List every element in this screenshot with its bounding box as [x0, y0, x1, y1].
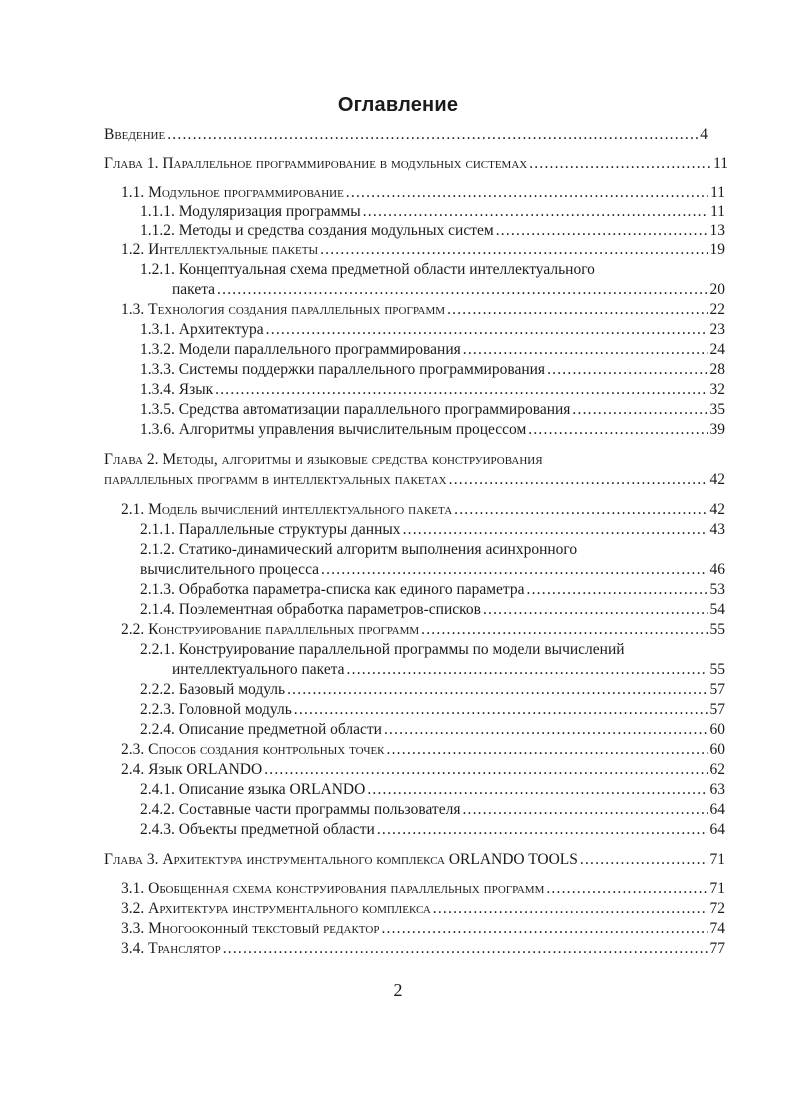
- toc-entry-page: 71: [709, 851, 725, 868]
- toc-entry-1-3-6[interactable]: [140, 420, 725, 439]
- toc-leader-dots: [377, 820, 708, 839]
- toc-entry-3-1[interactable]: [121, 879, 725, 898]
- toc-entry-label: 2.2.2. Базовый модуль: [140, 681, 286, 698]
- toc-entry-page: 62: [709, 761, 725, 778]
- toc-entry-page: 53: [709, 581, 725, 598]
- toc-entry-page: 22: [709, 301, 725, 318]
- toc-entry-1-1-1[interactable]: [140, 202, 725, 221]
- toc-entry-label: 2.2.3. Головной модуль: [140, 701, 292, 718]
- toc-entry-page: 71: [709, 880, 725, 897]
- toc-entry-page: 42: [709, 501, 725, 518]
- toc-entry-3-2[interactable]: [121, 899, 725, 918]
- toc-leader-dots: [421, 620, 707, 639]
- toc-entry-chapter-2[interactable]: [104, 470, 725, 489]
- toc-entry-2-1-4[interactable]: [140, 600, 725, 619]
- toc-entry-chapter-2-line1[interactable]: Глава 2. Методы, алгоритмы и языковые средства конструирования: [104, 451, 543, 468]
- toc-entry-3-3[interactable]: [121, 919, 725, 938]
- toc-entry-label: 2.2. Конструирование параллельных программ: [121, 621, 420, 638]
- toc-entry-2-4-3[interactable]: [140, 820, 725, 839]
- toc-entry-2-2-4[interactable]: [140, 720, 725, 739]
- toc-leader-dots: [367, 780, 707, 799]
- toc-entry-page: 63: [709, 781, 725, 798]
- toc-entry-chapter-3[interactable]: [104, 850, 725, 869]
- toc-entry-label: 2.3. Способ создания контрольных точек: [121, 741, 385, 758]
- toc-entry-page: 74: [709, 920, 725, 937]
- toc-entry-1-3-4[interactable]: [140, 380, 725, 399]
- page-number: 2: [393, 980, 403, 1000]
- toc-entry-3-4[interactable]: [121, 939, 725, 958]
- toc-leader-dots: [384, 720, 708, 739]
- toc-leader-dots: [266, 320, 708, 339]
- toc-leader-dots: [217, 280, 707, 299]
- toc-entry-label: 2.4.3. Объекты предметной области: [140, 821, 375, 838]
- toc-leader-dots: [321, 560, 707, 579]
- toc-entry-label: 2.1.4. Поэлементная обработка параметров-списков: [140, 601, 481, 618]
- toc-leader-dots: [572, 400, 707, 419]
- toc-entry-page: 57: [709, 681, 725, 698]
- toc-entry-page: 32: [709, 381, 725, 398]
- toc-entry-label: 2.4.1. Описание языка ORLANDO: [140, 781, 366, 798]
- toc-leader-dots: [546, 879, 707, 898]
- toc-entry-1-2-1[interactable]: [172, 280, 725, 299]
- toc-entry-page: 11: [710, 184, 725, 201]
- toc-entry-label: 2.2.4. Описание предметной области: [140, 721, 382, 738]
- toc-leader-dots: [527, 580, 708, 599]
- toc-entry-2-2-1-line1[interactable]: 2.2.1. Конструирование параллельной программы по модели вычислений: [140, 641, 625, 658]
- toc-leader-dots: [547, 360, 707, 379]
- toc-entry-label: Введение: [104, 126, 166, 143]
- toc-leader-dots: [462, 800, 707, 819]
- toc-leader-dots: [347, 660, 708, 679]
- toc-entry-page: 55: [709, 621, 725, 638]
- toc-leader-dots: [223, 939, 708, 958]
- toc-entry-label: 1.3.4. Язык: [140, 381, 214, 398]
- toc-leader-dots: [167, 125, 698, 144]
- toc-entry-chapter-1[interactable]: [104, 154, 728, 173]
- toc-leader-dots: [320, 240, 707, 259]
- toc-entry-page: 43: [709, 521, 725, 538]
- toc-entry-1-3[interactable]: [121, 300, 725, 319]
- toc-leader-dots: [447, 300, 707, 319]
- toc-entry-introduction[interactable]: [104, 125, 708, 144]
- toc-entry-page: 64: [709, 821, 725, 838]
- toc-leader-dots: [387, 740, 708, 759]
- toc-entry-2-2-1[interactable]: [172, 660, 725, 679]
- toc-entry-page: 39: [709, 421, 725, 438]
- toc-entry-page: 55: [709, 661, 725, 678]
- toc-entry-label: 1.3.3. Системы поддержки параллельного программирования: [140, 361, 546, 378]
- page-title: Оглавление: [337, 94, 459, 116]
- toc-entry-page: 77: [709, 940, 725, 957]
- toc-entry-2-2-2[interactable]: [140, 680, 725, 699]
- toc-leader-dots: [580, 850, 708, 869]
- toc-entry-label: 2.4. Язык ORLANDO: [121, 761, 263, 778]
- toc-leader-dots: [496, 221, 708, 240]
- toc-entry-2-1-1[interactable]: [140, 520, 725, 539]
- toc-leader-dots: [528, 420, 707, 439]
- toc-entry-2-2-3[interactable]: [140, 700, 725, 719]
- toc-entry-1-3-2[interactable]: [140, 340, 725, 359]
- toc-entry-page: 46: [709, 561, 725, 578]
- toc-entry-page: 24: [709, 341, 725, 358]
- toc-entry-1-1-2[interactable]: [140, 221, 725, 240]
- toc-entry-label: 1.3.5. Средства автоматизации параллельного программирования: [140, 401, 571, 418]
- toc-entry-2-1-2[interactable]: [140, 560, 725, 579]
- toc-entry-label: 2.1.3. Обработка параметра-списка как единого параметра: [140, 581, 525, 598]
- toc-entry-2-2[interactable]: [121, 620, 725, 639]
- toc-leader-dots: [454, 500, 707, 519]
- toc-leader-dots: [449, 470, 708, 489]
- toc-leader-dots: [483, 600, 708, 619]
- toc-entry-label: 1.1.1. Модуляризация программы: [140, 203, 361, 220]
- toc-entry-label: Глава 3. Архитектура инструментального комплекса ORLANDO TOOLS: [104, 851, 578, 868]
- toc-entry-page: 13: [709, 222, 725, 239]
- toc-entry-label: 1.3.1. Архитектура: [140, 321, 264, 338]
- toc-entry-label: 2.1.1. Параллельные структуры данных: [140, 521, 401, 538]
- toc-entry-page: 72: [709, 900, 725, 917]
- toc-entry-1-3-5[interactable]: [140, 400, 725, 419]
- toc-entry-2-1[interactable]: [121, 500, 725, 519]
- toc-entry-page: 23: [709, 321, 725, 338]
- toc-entry-2-3[interactable]: [121, 740, 725, 759]
- toc-entry-page: 11: [710, 203, 725, 220]
- toc-entry-page: 64: [709, 801, 725, 818]
- toc-entry-label: 2.4.2. Составные части программы пользователя: [140, 801, 461, 818]
- toc-leader-dots: [363, 202, 708, 221]
- toc-entry-label: 1.1. Модульное программирование: [121, 184, 344, 201]
- toc-leader-dots: [529, 154, 711, 173]
- toc-leader-dots: [346, 183, 708, 202]
- toc-leader-dots: [264, 760, 707, 779]
- toc-leader-dots: [215, 380, 707, 399]
- toc-entry-page: 60: [709, 721, 725, 738]
- toc-entry-label: 1.3.6. Алгоритмы управления вычислительным процессом: [140, 421, 527, 438]
- toc-entry-label: пакета: [172, 281, 216, 298]
- toc-entry-1-2[interactable]: [121, 240, 725, 259]
- toc-entry-1-3-3[interactable]: [140, 360, 725, 379]
- toc-entry-page: 20: [709, 281, 725, 298]
- toc-entry-label: 1.2. Интеллектуальные пакеты: [121, 241, 319, 258]
- toc-leader-dots: [403, 520, 708, 539]
- toc-leader-dots: [287, 680, 707, 699]
- toc-entry-2-1-3[interactable]: [140, 580, 725, 599]
- toc-entry-page: 11: [713, 155, 728, 172]
- toc-entry-label: 1.3.2. Модели параллельного программирования: [140, 341, 461, 358]
- toc-entry-2-4-2[interactable]: [140, 800, 725, 819]
- toc-entry-1-1[interactable]: [121, 183, 725, 202]
- toc-entry-label: Глава 1. Параллельное программирование в модульных системах: [104, 155, 528, 172]
- toc-entry-label: параллельных программ в интеллектуальных пакетах: [104, 471, 447, 488]
- toc-entry-label: 3.3. Многооконный текстовый редактор: [121, 920, 380, 937]
- toc-entry-page: 35: [709, 401, 725, 418]
- toc-leader-dots: [381, 919, 707, 938]
- toc-leader-dots: [463, 340, 708, 359]
- toc-entry-2-4[interactable]: [121, 760, 725, 779]
- toc-entry-label: 3.1. Обобщенная схема конструирования параллельных программ: [121, 880, 545, 897]
- toc-entry-page: 19: [709, 241, 725, 258]
- toc-leader-dots: [294, 700, 708, 719]
- toc-entry-page: 54: [709, 601, 725, 618]
- toc-entry-label: 1.3. Технология создания параллельных программ: [121, 301, 446, 318]
- toc-entry-label: 2.1. Модель вычислений интеллектуального пакета: [121, 501, 453, 518]
- toc-entry-label: 3.4. Транслятор: [121, 940, 221, 957]
- toc-entry-label: 1.1.2. Методы и средства создания модульных систем: [140, 222, 494, 239]
- toc-entry-page: 4: [700, 126, 708, 143]
- toc-entry-1-2-1-line1[interactable]: 1.2.1. Концептуальная схема предметной области интеллектуального: [140, 261, 595, 278]
- toc-entry-2-1-2-line1[interactable]: 2.1.2. Статико-динамический алгоритм выполнения асинхронного: [140, 541, 578, 558]
- toc-entry-page: 28: [709, 361, 725, 378]
- toc-entry-page: 42: [709, 471, 725, 488]
- toc-leader-dots: [433, 899, 708, 918]
- toc-entry-page: 57: [709, 701, 725, 718]
- toc-entry-1-3-1[interactable]: [140, 320, 725, 339]
- toc-entry-label: интеллектуального пакета: [172, 661, 345, 678]
- toc-entry-page: 60: [709, 741, 725, 758]
- toc-entry-2-4-1[interactable]: [140, 780, 725, 799]
- toc-entry-label: вычислительного процесса: [140, 561, 320, 578]
- toc-entry-label: 3.2. Архитектура инструментального комплекса: [121, 900, 431, 917]
